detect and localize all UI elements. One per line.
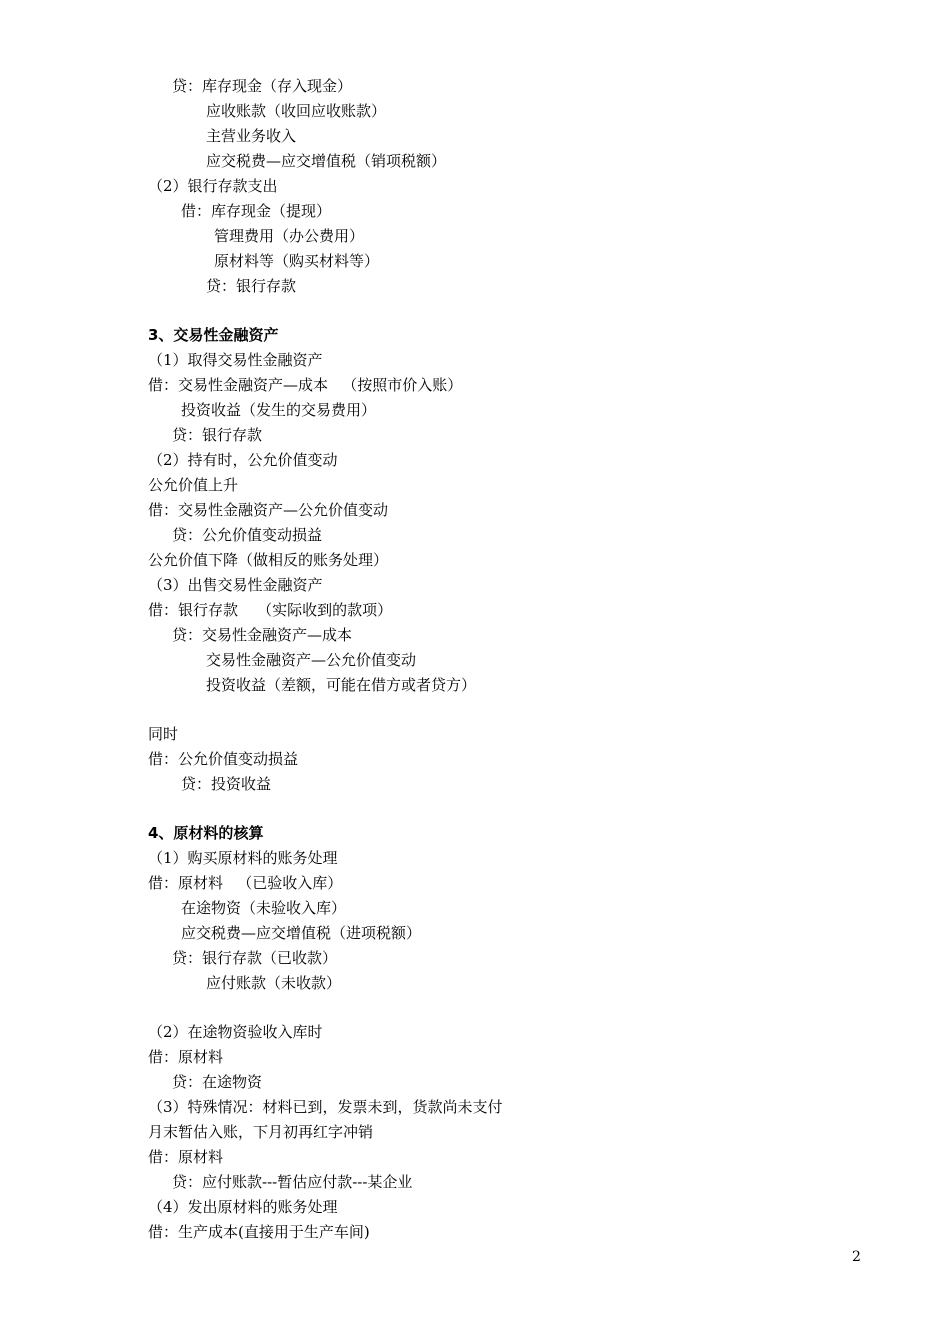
text-line: 投资收益（发生的交易费用） [181,401,377,419]
text-line: 借：原材料 [148,1048,224,1066]
text-line: 月末暂估入账，下月初再红字冲销 [148,1123,374,1141]
text-line: 投资收益（差额，可能在借方或者贷方） [206,676,477,694]
text-line: 贷：在途物资 [172,1073,263,1091]
text-line: 借：交易性金融资产—公允价值变动 [148,501,389,519]
text-line: 贷：应付账款---暂估应付款---某企业 [172,1173,413,1191]
section-heading: 3、交易性金融资产 [148,326,279,344]
text-line: 贷：库存现金（存入现金） [172,77,353,95]
text-line: 应收账款（收回应收账款） [206,102,387,120]
page-number: 2 [852,1249,861,1265]
text-line: 应付账款（未收款） [206,974,342,992]
text-line: 贷：银行存款 [206,277,297,295]
text-line: （3）出售交易性金融资产 [148,576,323,594]
text-line: 应交税费—应交增值税（进项税额） [181,924,422,942]
text-line: 主营业务收入 [206,127,297,145]
text-line: 贷：投资收益 [181,775,272,793]
text-line: （3）特殊情况：材料已到，发票未到，货款尚未支付 [148,1098,503,1116]
text-line: 借：交易性金融资产—成本 （按照市价入账） [148,376,463,394]
text-line: 借：生产成本(直接用于生产车间) [148,1223,370,1241]
text-line: 原材料等（购买材料等） [214,252,380,270]
section-heading: 4、原材料的核算 [148,824,264,842]
text-line: 同时 [148,725,179,743]
text-line: （2）持有时，公允价值变动 [148,451,338,469]
text-line: 贷：银行存款 [172,426,263,444]
text-line: 应交税费—应交增值税（销项税额） [206,152,447,170]
text-line: 借：库存现金（提现） [181,202,332,220]
text-line: 公允价值下降（做相反的账务处理） [148,551,389,569]
text-line: 贷：公允价值变动损益 [172,526,323,544]
text-line: （1）取得交易性金融资产 [148,351,323,369]
text-line: （2）银行存款支出 [148,177,278,195]
text-line: 贷：银行存款（已收款） [172,949,338,967]
text-line: 借：原材料 （已验收入库） [148,874,343,892]
text-line: 借：银行存款 （实际收到的款项） [148,601,393,619]
text-line: （2）在途物资验收入库时 [148,1023,323,1041]
text-line: （1）购买原材料的账务处理 [148,849,338,867]
text-line: 借：公允价值变动损益 [148,750,299,768]
text-line: 交易性金融资产—公允价值变动 [206,651,417,669]
text-line: 公允价值上升 [148,476,239,494]
text-line: 借：原材料 [148,1148,224,1166]
text-line: 管理费用（办公费用） [214,227,365,245]
text-line: 贷：交易性金融资产—成本 [172,626,353,644]
text-line: 在途物资（未验收入库） [181,899,347,917]
text-line: （4）发出原材料的账务处理 [148,1198,338,1216]
